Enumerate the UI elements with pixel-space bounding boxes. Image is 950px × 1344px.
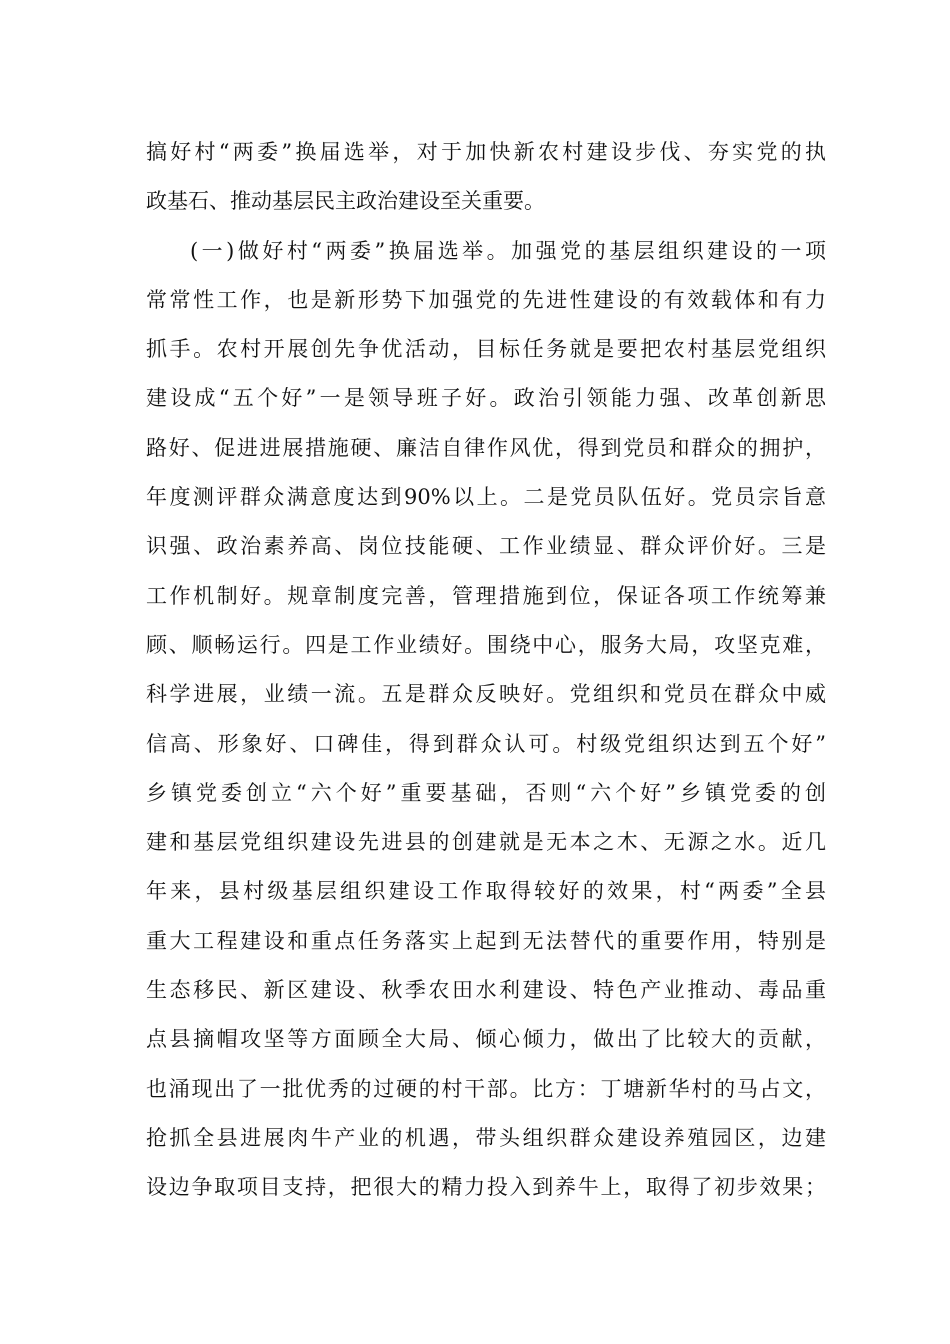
text-line: 点县摘帽攻坚等方面顾全大局、倾心倾力，做出了比较大的贡献， bbox=[146, 1027, 826, 1052]
text-line: 年来，县村级基层组织建设工作取得较好的效果，村“两委”全县 bbox=[146, 879, 826, 904]
text-line: 年度测评群众满意度达到90%以上。二是党员队伍好。党员宗旨意 bbox=[146, 485, 826, 510]
text-line: 顾、顺畅运行。四是工作业绩好。围绕中心，服务大局，攻坚克难， bbox=[146, 632, 826, 657]
text-line: 重大工程建设和重点任务落实上起到无法替代的重要作用，特别是 bbox=[146, 928, 826, 953]
text-line: 工作机制好。规章制度完善，管理措施到位，保证各项工作统筹兼 bbox=[146, 583, 826, 608]
text-line: 也涌现出了一批优秀的过硬的村干部。比方：丁塘新华村的马占文， bbox=[146, 1076, 826, 1101]
text-line: 抓手。农村开展创先争优活动，目标任务就是要把农村基层党组织 bbox=[146, 337, 826, 362]
text-line: 建和基层党组织建设先进县的创建就是无本之木、无源之水。近几 bbox=[146, 830, 826, 855]
text-line: 路好、促进进展措施硬、廉洁自律作风优，得到党员和群众的拥护， bbox=[146, 435, 826, 460]
body-text bbox=[146, 128, 826, 1213]
text-line: 政基石、推动基层民主政治建设至关重要。 bbox=[146, 189, 545, 214]
text-line: 信高、形象好、口碑佳，得到群众认可。村级党组织达到五个好” bbox=[146, 731, 826, 756]
text-line: 建设成“五个好”一是领导班子好。政治引领能力强、改革创新思 bbox=[146, 386, 826, 411]
text-line: 搞好村“两委”换届选举，对于加快新农村建设步伐、夯实党的执 bbox=[146, 140, 826, 164]
text-line: (一)做好村“两委”换届选举。加强党的基层组织建设的一项 bbox=[190, 238, 826, 263]
text-line: 科学进展，业绩一流。五是群众反映好。党组织和党员在群众中威 bbox=[146, 682, 826, 707]
text-line: 设边争取项目支持，把很大的精力投入到养牛上，取得了初步效果； bbox=[146, 1175, 826, 1200]
text-line: 乡镇党委创立“六个好”重要基础，否则“六个好”乡镇党委的创 bbox=[146, 780, 826, 805]
text-line: 识强、政治素养高、岗位技能硬、工作业绩显、群众评价好。三是 bbox=[146, 534, 826, 559]
text-line: 抢抓全县进展肉牛产业的机遇，带头组织群众建设养殖园区，边建 bbox=[146, 1125, 826, 1150]
text-line: 常常性工作，也是新形势下加强党的先进性建设的有效载体和有力 bbox=[146, 287, 826, 312]
text-line: 生态移民、新区建设、秋季农田水利建设、特色产业推动、毒品重 bbox=[146, 978, 826, 1003]
